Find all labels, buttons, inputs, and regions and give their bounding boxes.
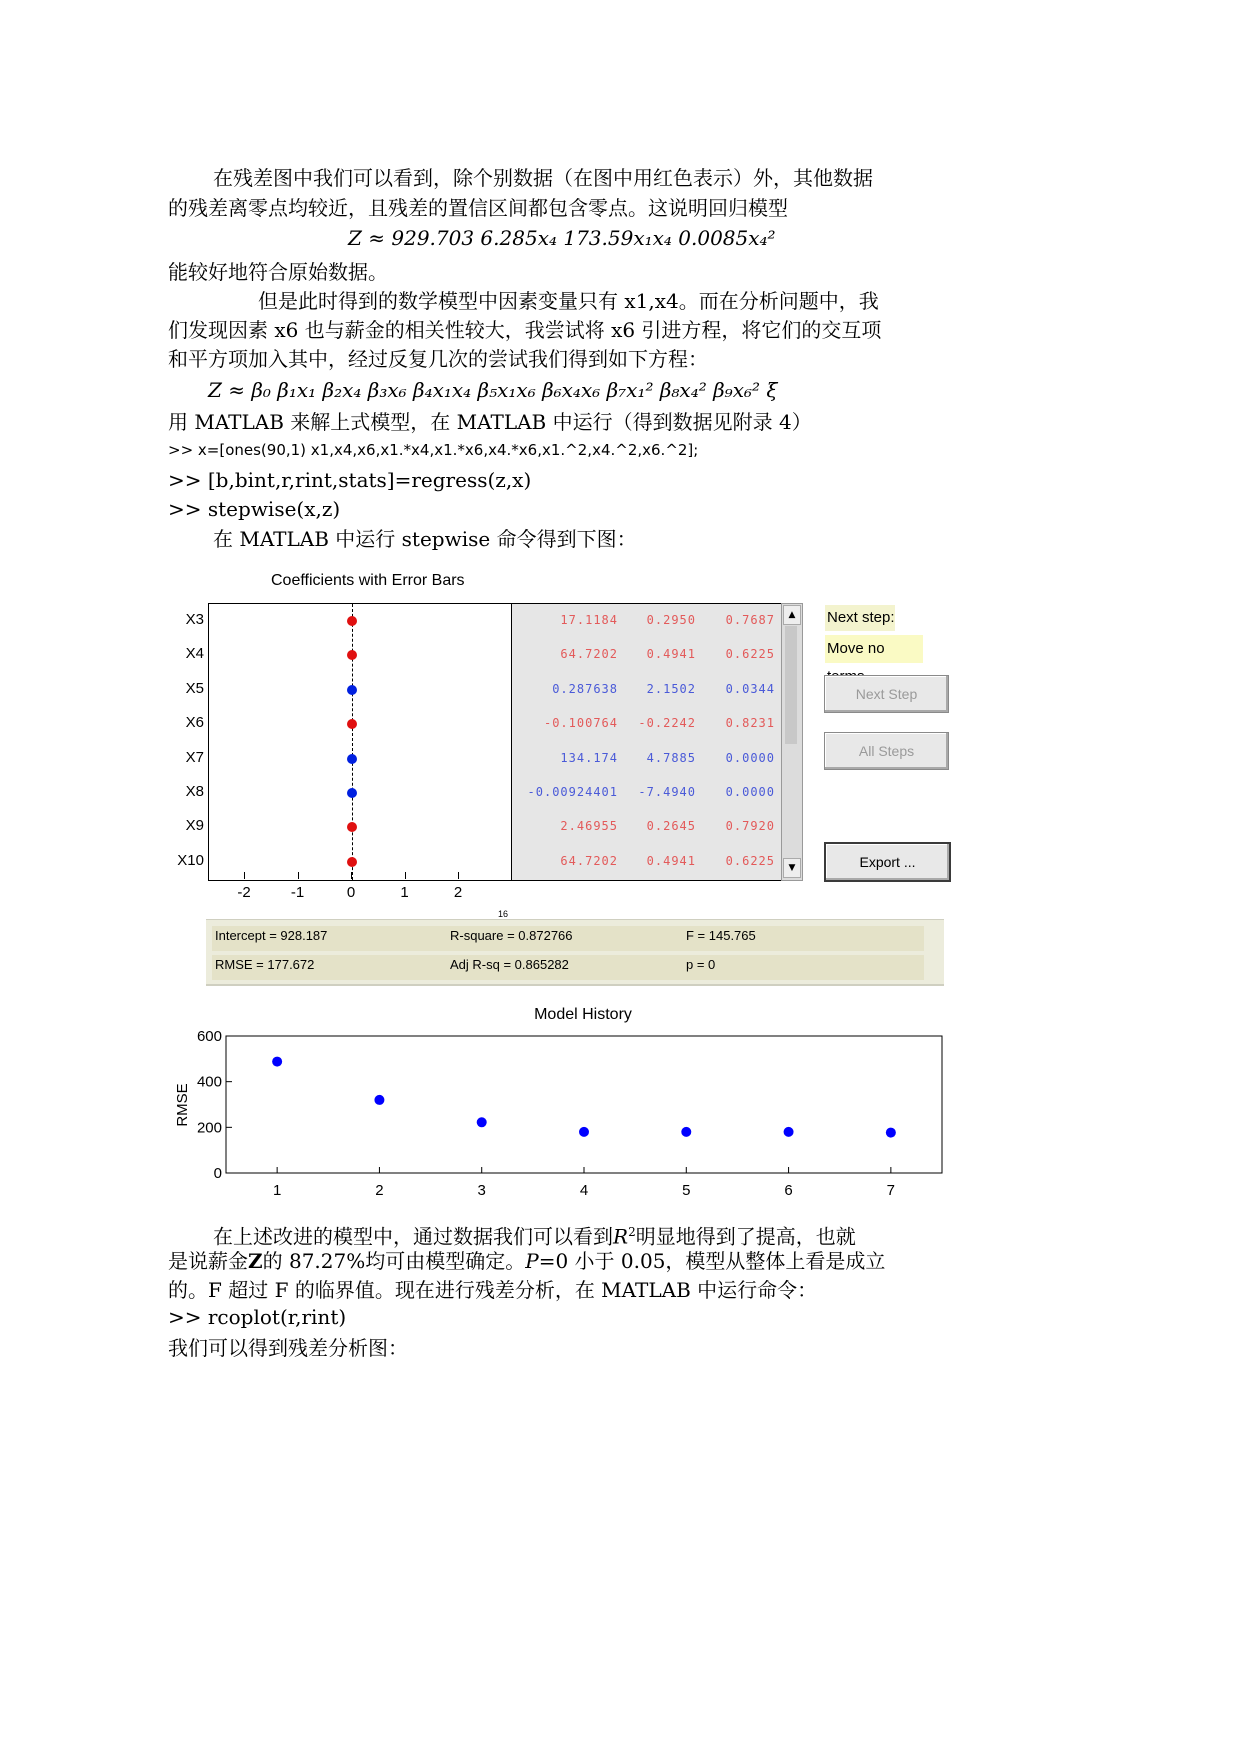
export-button[interactable]: Export ... (824, 842, 951, 882)
coef-row-label[interactable]: X8 (185, 783, 204, 800)
code-line-4: >> rcoplot(r,rint) (168, 1305, 347, 1329)
paragraph1-line1: 在残差图中我们可以看到，除个别数据（在图中用红色表示）外，其他数据 (213, 166, 873, 190)
all-steps-button[interactable]: All Steps (824, 732, 949, 770)
p-symbol: P (525, 1249, 539, 1273)
model-history-chart (160, 1000, 960, 1210)
paragraph3-line2-a: 是说薪金 (168, 1249, 248, 1273)
paragraph2-line1: 但是此时得到的数学模型中因素变量只有 x1,x4。而在分析问题中，我 (258, 289, 879, 313)
coef-dot-red[interactable] (347, 616, 357, 626)
y-tick-label: 0 (213, 1165, 222, 1182)
model-history-axes (226, 1036, 942, 1173)
x-tick-label: 6 (784, 1182, 793, 1199)
matlab-intro: 用 MATLAB 来解上式模型，在 MATLAB 中运行（得到数据见附录 4） (168, 410, 812, 434)
x-tick-label: 2 (375, 1182, 384, 1199)
p-value: 0.8231 (725, 716, 775, 731)
t-stat-value: 2.1502 (646, 681, 696, 696)
p-value: 0.0000 (725, 785, 775, 799)
t-stat-value: 0.4941 (646, 647, 696, 662)
t-stat-value: 0.2645 (646, 819, 696, 834)
rmse-point (272, 1057, 282, 1067)
coef-chart-title: Coefficients with Error Bars (271, 572, 465, 589)
paragraph2-line2: 们发现因素 x6 也与薪金的相关性较大，我尝试将 x6 引进方程，将它们的交互项 (168, 318, 882, 342)
stat-adj-r-sq: Adj R-sq = 0.865282 (450, 957, 569, 972)
paragraph3-line2-c: =0 小于 0.05，模型从整体上看是成立 (538, 1249, 886, 1273)
coef-x-tick-label: 2 (453, 884, 463, 901)
coef-value: 134.174 (560, 750, 618, 765)
scroll-thumb[interactable] (785, 626, 797, 744)
coef-row-label[interactable]: X6 (185, 714, 204, 732)
coef-dot-red[interactable] (347, 857, 357, 867)
stat-intercept: Intercept = 928.187 (215, 928, 328, 943)
coef-value: -0.00924401 (527, 785, 618, 799)
rmse-point (784, 1127, 794, 1137)
coef-value: 64.7202 (560, 647, 618, 662)
p-value: 0.0344 (725, 681, 775, 696)
next-step-label: Next step: (825, 605, 895, 631)
rmse-point (374, 1095, 384, 1105)
paragraph3-line1-a: 在上述改进的模型中，通过数据我们可以看到 (213, 1224, 613, 1249)
r-symbol: R (613, 1224, 629, 1249)
coef-value: 64.7202 (560, 853, 618, 868)
code-line-3: >> stepwise(x,z) (168, 497, 341, 521)
t-stat-value: 4.7885 (646, 750, 696, 765)
coef-row-label[interactable]: X4 (185, 645, 204, 663)
stat-p: p = 0 (686, 957, 716, 972)
scroll-up-icon[interactable]: ▲ (783, 605, 801, 625)
table-scrollbar[interactable] (781, 603, 803, 881)
next-step-value: Move no (825, 635, 923, 663)
coef-dot-blue[interactable] (347, 685, 357, 695)
coef-dot-red[interactable] (347, 719, 357, 729)
code-line-2: >> [b,bint,r,rint,stats]=regress(z,x) (168, 468, 532, 492)
paragraph1-end: 能较好地符合原始数据。 (168, 260, 388, 284)
coef-x-tick-label: 0 (346, 884, 356, 901)
p-value: 0.6225 (725, 647, 775, 662)
zero-line (352, 604, 353, 880)
rmse-point (477, 1117, 487, 1127)
coef-value: -0.100764 (543, 716, 618, 731)
equation-2: Z ≈ β₀ β₁x₁ β₂x₄ β₃x₆ β₄x₁x₄ β₅x₁x₆ β₆x₄x₆ β₇x₁² β₈x₄² β₉x₆² ξ (208, 378, 778, 402)
x-tick-label: 4 (579, 1182, 589, 1199)
coef-x-tick-label: 1 (400, 884, 409, 901)
coef-table-panel (511, 603, 783, 881)
model-history-ylabel: RMSE (174, 1083, 191, 1127)
closing-line: 我们可以得到残差分析图： (168, 1336, 408, 1360)
equation-1: Z ≈ 929.703 6.285x₄ 173.59x₁x₄ 0.0085x₄² (348, 226, 776, 250)
coef-x-tick-mark (458, 872, 459, 879)
t-stat-value: 0.4941 (646, 853, 696, 868)
model-history-title: Model History (534, 1006, 632, 1023)
y-tick-label: 600 (196, 1028, 222, 1045)
paragraph1-line2: 的残差离零点均较近，且残差的置信区间都包含零点。这说明回归模型 (168, 196, 788, 220)
z-symbol: Z (248, 1249, 263, 1273)
coef-x-tick-mark (244, 872, 245, 879)
coef-dot-blue[interactable] (347, 788, 357, 798)
stat-f: F = 145.765 (686, 928, 756, 943)
x-tick-label: 1 (272, 1182, 282, 1199)
coef-value: 17.1184 (560, 613, 618, 627)
coef-row-label[interactable]: X10 (177, 851, 204, 869)
coef-plot-area (208, 603, 512, 881)
paragraph3-line2-b: 的 87.27%均可由模型确定。 (262, 1249, 526, 1273)
rmse-point (886, 1128, 896, 1138)
stat-rmse: RMSE = 177.672 (215, 957, 315, 972)
coef-row-label[interactable]: X5 (185, 679, 204, 697)
x-tick-label: 5 (682, 1182, 691, 1199)
coef-x-tick-label: -1 (290, 884, 305, 901)
p-value: 0.0000 (725, 750, 775, 765)
paragraph3-line2 (168, 1247, 885, 1276)
coef-x-tick-label: -2 (237, 884, 251, 901)
t-stat-value: 0.2950 (646, 613, 696, 627)
p-value: 0.7920 (725, 819, 775, 834)
coef-row-label[interactable]: X7 (185, 748, 204, 766)
t-stat-value: -0.2242 (638, 716, 696, 731)
p-value: 0.6225 (725, 853, 775, 868)
coef-value: 0.287638 (552, 681, 618, 696)
t-stat-value: -7.4940 (638, 785, 696, 799)
rmse-point (579, 1127, 589, 1137)
paragraph3-line1-b: 明显地得到了提高，也就 (635, 1224, 856, 1249)
coef-dot-red[interactable] (347, 650, 357, 660)
next-step-button[interactable]: Next Step (824, 675, 949, 713)
y-tick-label: 200 (196, 1119, 222, 1137)
x-tick-label: 3 (477, 1182, 486, 1199)
scroll-down-icon[interactable]: ▼ (783, 858, 801, 878)
rmse-point (681, 1127, 691, 1137)
x-tick-label: 7 (886, 1182, 896, 1199)
paragraph2-line3: 和平方项加入其中，经过反复几次的尝试我们得到如下方程： (168, 347, 708, 371)
coef-x-tick-mark (298, 872, 299, 879)
y-tick-label: 400 (196, 1073, 222, 1091)
p-value: 0.7687 (725, 613, 775, 627)
r-superscript: 2 (628, 1225, 636, 1239)
coef-row-label[interactable]: X9 (185, 817, 204, 835)
coef-row-label[interactable]: X3 (185, 611, 204, 628)
coef-x-tick-mark (351, 872, 352, 879)
stat-r-square: R-square = 0.872766 (450, 928, 573, 943)
code-line-1: >> x=[ones(90,1) x1,x4,x6,x1.*x4,x1.*x6,x4.*x6,x1.^2,x4.^2,x6.^2]; (168, 441, 699, 459)
coef-x-exponent: 16 (498, 909, 509, 919)
stepwise-intro: 在 MATLAB 中运行 stepwise 命令得到下图： (213, 527, 637, 551)
coef-x-tick-mark (405, 872, 406, 879)
coef-dot-red[interactable] (347, 822, 357, 832)
paragraph3-line3: 的。F 超过 F 的临界值。现在进行残差分析，在 MATLAB 中运行命令： (168, 1278, 818, 1302)
coef-dot-blue[interactable] (347, 754, 357, 764)
coef-value: 2.46955 (560, 819, 618, 834)
